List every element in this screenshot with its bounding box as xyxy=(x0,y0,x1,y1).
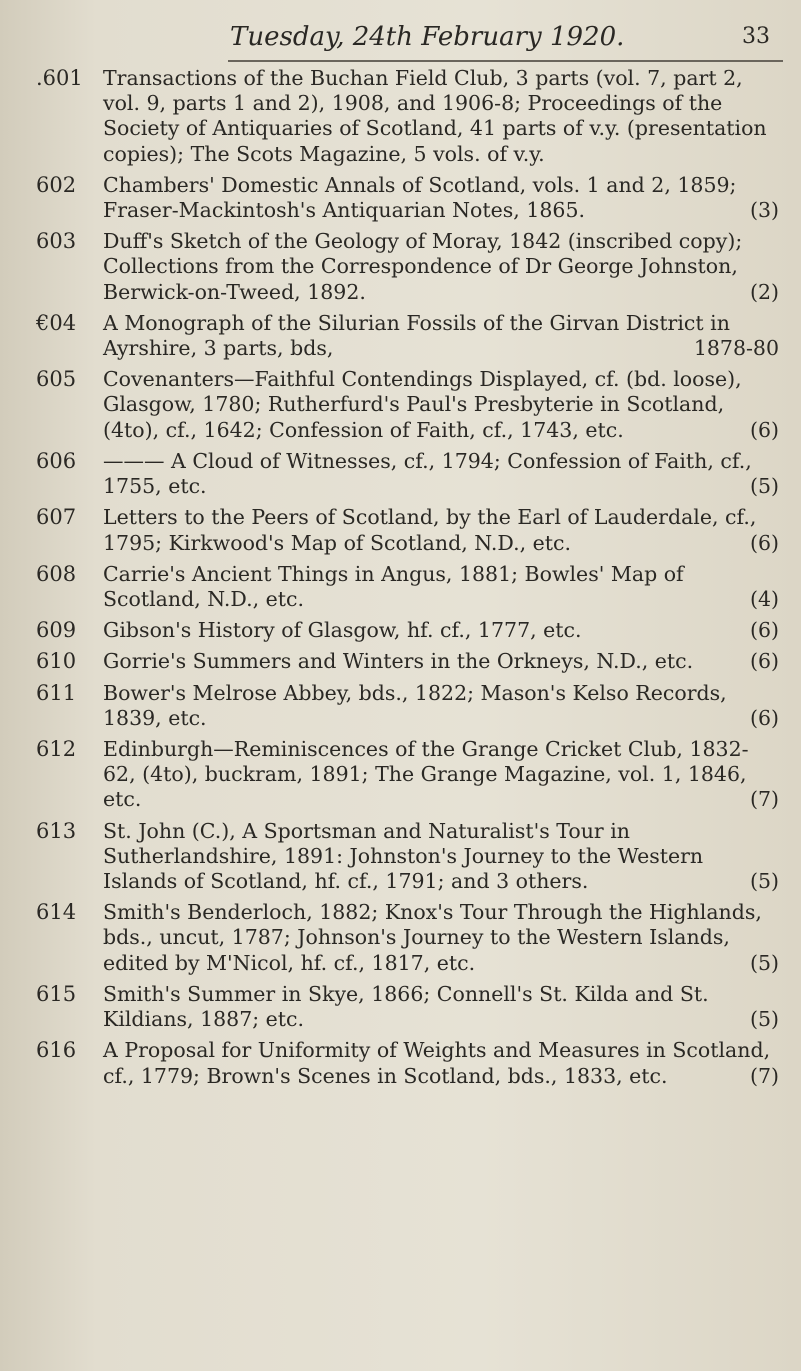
lot-entry xyxy=(0,681,801,731)
lot-number: 602 xyxy=(36,172,77,197)
lot-entry xyxy=(0,229,801,305)
lot-number: .601 xyxy=(36,66,83,90)
lot-number: 608 xyxy=(36,561,77,586)
lot-number: 615 xyxy=(36,981,77,1006)
lot-description: Chambers' Domestic Annals of Scotland, vols. 1 and 2, 1859; Fraser-Mackintosh's Antiquarian Notes, 1865. xyxy=(103,172,737,223)
lot-entry xyxy=(0,900,801,976)
lot-description: Transactions of the Buchan Field Club, 3 parts (vol. 7, part 2, vol. 9, parts 1 and 2), 1908, and 1906-8; Proceedings of the Society of Antiquaries of Scotland, 41 parts of v.y. (presentation copies); The Scots Magazine, 5 vols. of v.y. xyxy=(103,66,767,166)
lot-description: Duff's Sketch of the Geology of Moray, 1842 (inscribed copy); Collections from the Correspondence of Dr George Johnston, Berwick-on-Tweed, 1892. xyxy=(103,229,743,304)
lot-description: ——— A Cloud of Witnesses, cf., 1794; Confession of Faith, cf., 1755, etc. xyxy=(103,448,752,499)
lot-count: (7) xyxy=(749,1063,779,1088)
lot-count: (2) xyxy=(749,279,779,304)
header-rule xyxy=(228,60,783,62)
lot-entry xyxy=(0,649,801,674)
page-header xyxy=(230,22,770,52)
lot-description: Covenanters—Faithful Contendings Displayed, cf. (bd. loose), Glasgow, 1780; Rutherfurd's Paul's Presbyterie in Scotland, (4to), cf., 1642; Confession of Faith, cf., 1743, etc. xyxy=(103,367,742,442)
lot-number: €04 xyxy=(36,310,77,335)
lot-number: 611 xyxy=(36,680,77,705)
lot-description: St. John (C.), A Sportsman and Naturalist's Tour in Sutherlandshire, 1891: Johnston's Journey to the Western Islands of Scotland, hf. cf., 1791; and 3 others. xyxy=(103,818,704,894)
lot-count: (3) xyxy=(749,198,779,223)
lot-entry xyxy=(0,367,801,443)
lot-number: 613 xyxy=(36,818,77,843)
lot-number: 612 xyxy=(36,737,77,762)
lot-description: A Proposal for Uniformity of Weights and Measures in Scotland, cf., 1779; Brown's Scenes in Scotland, bds., 1833, etc. xyxy=(103,1038,771,1088)
lot-entry xyxy=(0,819,801,895)
lot-number: 616 xyxy=(36,1038,77,1063)
lot-description: Gorrie's Summers and Winters in the Orkneys, N.D., etc. xyxy=(103,649,694,674)
lot-entry xyxy=(0,505,801,555)
lot-count: (4) xyxy=(749,586,779,611)
lot-count: (6) xyxy=(749,649,779,674)
lot-entry xyxy=(0,449,801,499)
header-date: Tuesday, 24th February 1920. xyxy=(230,22,625,52)
lot-number: 609 xyxy=(36,618,77,643)
page-number: 33 xyxy=(742,24,770,49)
lot-description: Letters to the Peers of Scotland, by the Earl of Lauderdale, cf., 1795; Kirkwood's Map of Scotland, N.D., etc. xyxy=(103,505,757,555)
lot-description: Bower's Melrose Abbey, bds., 1822; Mason's Kelso Records, 1839, etc. xyxy=(103,680,727,730)
lot-entry xyxy=(0,618,801,643)
lot-count: (6) xyxy=(749,705,779,730)
lot-number: 614 xyxy=(36,900,77,925)
lot-entry xyxy=(0,311,801,361)
lot-description: Edinburgh—Reminiscences of the Grange Cricket Club, 1832-62, (4to), buckram, 1891; The Grange Magazine, vol. 1, 1846, etc. xyxy=(103,737,749,812)
lot-count: (5) xyxy=(749,474,779,499)
lot-count: (5) xyxy=(749,869,779,894)
lot-number: 610 xyxy=(36,649,77,674)
lot-count: (6) xyxy=(749,417,779,442)
lot-count: (5) xyxy=(749,1007,779,1032)
lot-number: 607 xyxy=(36,505,77,530)
lot-count: (6) xyxy=(749,618,779,643)
lot-entry xyxy=(0,66,801,167)
lot-count: 1878-80 xyxy=(693,336,779,361)
lot-number: 603 xyxy=(36,229,77,254)
lot-description: Smith's Summer in Skye, 1866; Connell's St. Kilda and St. Kildians, 1887; etc. xyxy=(103,981,709,1032)
lot-entry xyxy=(0,982,801,1032)
lot-description: A Monograph of the Silurian Fossils of the Girvan District in Ayrshire, 3 parts, bds, xyxy=(103,310,730,361)
lot-count: (5) xyxy=(749,950,779,975)
lot-number: 606 xyxy=(36,448,77,473)
lot-count: (6) xyxy=(749,530,779,555)
lot-entry xyxy=(0,737,801,813)
lot-entry xyxy=(0,1038,801,1088)
lot-description: Carrie's Ancient Things in Angus, 1881; Bowles' Map of Scotland, N.D., etc. xyxy=(103,561,684,611)
lot-number: 605 xyxy=(36,367,77,392)
lot-count: (7) xyxy=(749,787,779,812)
lot-description: Gibson's History of Glasgow, hf. cf., 1777, etc. xyxy=(103,618,582,643)
lot-description: Smith's Benderloch, 1882; Knox's Tour Through the Highlands, bds., uncut, 1787; Johnson's Journey to the Western Islands, edited by M'Nicol, hf. cf., 1817, etc. xyxy=(103,900,762,975)
lot-entry xyxy=(0,562,801,612)
lot-entry xyxy=(0,173,801,223)
lot-list xyxy=(0,66,801,1095)
